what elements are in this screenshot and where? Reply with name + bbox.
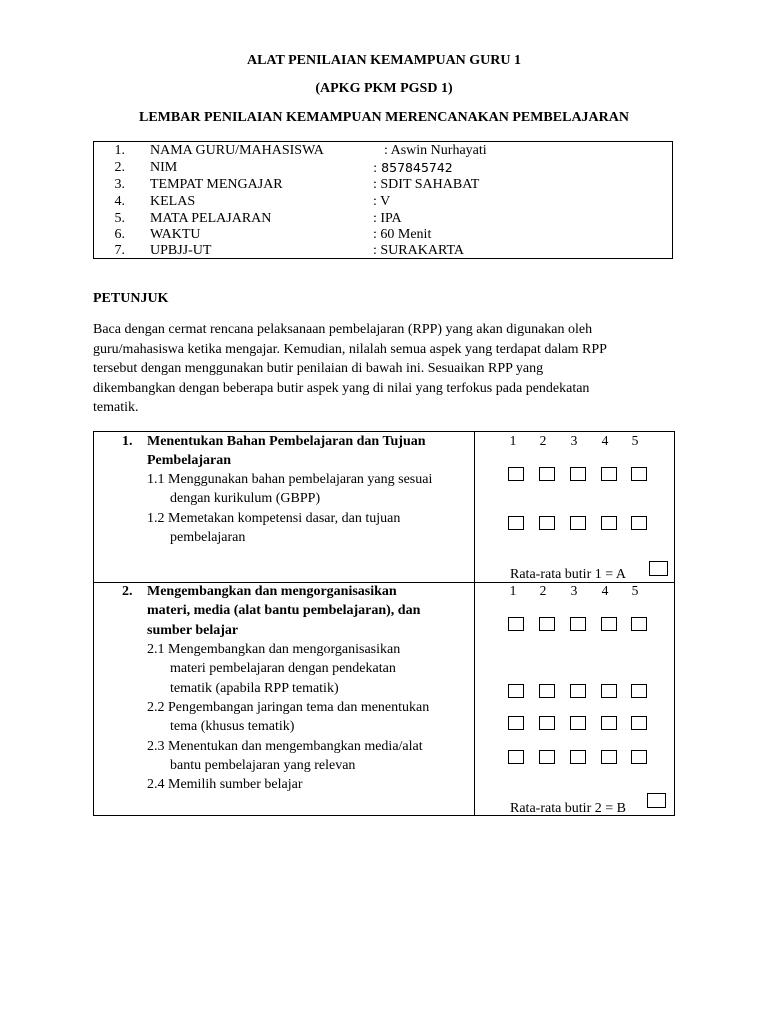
item-2-3-score-1-checkbox[interactable] [508, 716, 524, 730]
item-1-1-score-5-checkbox[interactable] [631, 467, 647, 481]
item-2-2-label: tema (khusus tematik) [170, 719, 295, 734]
item-2-3-label: 2.3 Menentukan dan mengembangkan media/alat [147, 739, 423, 754]
identity-label-subject: MATA PELAJARAN [150, 211, 272, 226]
column-divider [474, 432, 475, 815]
item-2-3-score-5-checkbox[interactable] [631, 716, 647, 730]
item-2-4-score-5-checkbox[interactable] [631, 750, 647, 764]
identity-num: 5. [114, 211, 125, 226]
item-1-1-label: 1.1 Menggunakan bahan pembelajaran yang sesuai [147, 472, 433, 487]
item-2-3-score-2-checkbox[interactable] [539, 716, 555, 730]
item-2-4-score-1-checkbox[interactable] [508, 750, 524, 764]
item-2-3-score-4-checkbox[interactable] [601, 716, 617, 730]
identity-label-time: WAKTU [150, 227, 201, 242]
section1-average-label: Rata-rata butir 1 = A [510, 567, 626, 582]
item-2-2-score-2-checkbox[interactable] [539, 684, 555, 698]
item-1-1-score-3-checkbox[interactable] [570, 467, 586, 481]
identity-row-time [94, 226, 674, 243]
item-2-1-label: 2.1 Mengembangkan dan mengorganisasikan [147, 642, 401, 657]
item-1-2-score-1-checkbox[interactable] [508, 516, 524, 530]
scale-label-4: 4 [601, 583, 609, 598]
item-2-1-score-3-checkbox[interactable] [570, 617, 586, 631]
section1-title: Menentukan Bahan Pembelajaran dan Tujuan [147, 434, 426, 449]
identity-num: 6. [114, 227, 125, 242]
identity-row-school [94, 176, 674, 193]
section1-number: 1. [122, 434, 133, 449]
instructions-line: tersebut dengan menggunakan butir penilaian di bawah ini. Sesuaikan RPP yang [93, 361, 544, 377]
sheet-title: LEMBAR PENILAIAN KEMAMPUAN MERENCANAKAN PEMBELAJARAN [139, 110, 629, 125]
instructions-line: tematik. [93, 400, 139, 416]
item-1-2-label: 1.2 Memetakan kompetensi dasar, dan tujuan [147, 511, 401, 526]
identity-row-upbjj [94, 242, 674, 259]
scale-label-2: 2 [539, 583, 547, 598]
identity-value-school: : SDIT SAHABAT [373, 177, 480, 192]
item-2-2-score-1-checkbox[interactable] [508, 684, 524, 698]
identity-value-subject: : IPA [373, 211, 402, 226]
scale-label-1: 1 [509, 433, 517, 448]
identity-num: 3. [114, 177, 125, 192]
identity-row-class [94, 193, 674, 210]
identity-label-school: TEMPAT MENGAJAR [150, 177, 283, 192]
identity-label-name: NAMA GURU/MAHASISWA [150, 143, 324, 158]
identity-num: 2. [114, 160, 125, 175]
scale-label-3: 3 [570, 433, 578, 448]
item-1-2-score-4-checkbox[interactable] [601, 516, 617, 530]
identity-row-subject [94, 210, 674, 227]
section2-title: sumber belajar [147, 623, 239, 638]
item-2-2-score-3-checkbox[interactable] [570, 684, 586, 698]
identity-row-name [94, 142, 674, 159]
identity-value-nim: : 857845742 [373, 160, 453, 175]
item-2-3-label: bantu pembelajaran yang relevan [170, 758, 356, 773]
section2-average-box[interactable] [647, 793, 666, 808]
item-1-1-label: dengan kurikulum (GBPP) [170, 491, 321, 506]
item-1-1-score-4-checkbox[interactable] [601, 467, 617, 481]
section2-title: Mengembangkan dan mengorganisasikan [147, 584, 397, 599]
section2-title: materi, media (alat bantu pembelajaran), dan [147, 603, 421, 618]
section2-average-label: Rata-rata butir 2 = B [510, 801, 626, 816]
instructions-paragraph [93, 320, 683, 418]
section1-average-box[interactable] [649, 561, 668, 576]
identity-value-time: : 60 Menit [373, 227, 432, 242]
instructions-heading: PETUNJUK [93, 291, 169, 306]
identity-row-nim [94, 159, 674, 176]
identity-num: 7. [114, 243, 125, 258]
identity-num: 1. [114, 143, 125, 158]
scale-label-5: 5 [631, 583, 639, 598]
identity-num: 4. [114, 194, 125, 209]
identity-value-upbjj: : SURAKARTA [373, 243, 464, 258]
scale-label-1: 1 [509, 583, 517, 598]
form-title: ALAT PENILAIAN KEMAMPUAN GURU 1 [246, 53, 522, 68]
scale-label-3: 3 [570, 583, 578, 598]
item-2-4-score-2-checkbox[interactable] [539, 750, 555, 764]
item-2-2-score-4-checkbox[interactable] [601, 684, 617, 698]
identity-label-nim: NIM [150, 160, 178, 175]
item-2-1-label: tematik (apabila RPP tematik) [170, 681, 339, 696]
item-2-1-score-5-checkbox[interactable] [631, 617, 647, 631]
instructions-line: dikembangkan dengan beberapa butir aspek yang di nilai yang terfokus pada pendekatan [93, 380, 590, 396]
item-1-2-score-3-checkbox[interactable] [570, 516, 586, 530]
identity-value-class: : V [373, 194, 391, 209]
item-1-1-score-1-checkbox[interactable] [508, 467, 524, 481]
item-2-1-score-4-checkbox[interactable] [601, 617, 617, 631]
section1-title: Pembelajaran [147, 453, 231, 468]
section2-number: 2. [122, 584, 133, 599]
item-1-2-score-2-checkbox[interactable] [539, 516, 555, 530]
scale-label-5: 5 [631, 433, 639, 448]
item-2-1-label: materi pembelajaran dengan pendekatan [170, 661, 396, 676]
item-2-4-score-3-checkbox[interactable] [570, 750, 586, 764]
identity-label-upbjj: UPBJJ-UT [150, 243, 212, 258]
item-2-2-label: 2.2 Pengembangan jaringan tema dan menentukan [147, 700, 430, 715]
form-subtitle: (APKG PKM PGSD 1) [315, 81, 453, 96]
identity-label-class: KELAS [150, 194, 196, 209]
identity-box [93, 141, 673, 259]
item-2-4-label: 2.4 Memilih sumber belajar [147, 777, 303, 792]
instructions-line: Baca dengan cermat rencana pelaksanaan pembelajaran (RPP) yang akan digunakan oleh [93, 322, 593, 337]
assessment-table [93, 431, 675, 816]
item-1-2-score-5-checkbox[interactable] [631, 516, 647, 530]
item-1-2-label: pembelajaran [170, 530, 246, 545]
identity-value-name: : Aswin Nurhayati [384, 143, 487, 158]
instructions-line: guru/mahasiswa ketika mengajar. Kemudian, nilalah semua aspek yang terdapat dalam RPP [93, 341, 607, 357]
item-1-1-score-2-checkbox[interactable] [539, 467, 555, 481]
item-2-3-score-3-checkbox[interactable] [570, 716, 586, 730]
scale-label-2: 2 [539, 433, 547, 448]
item-2-1-score-2-checkbox[interactable] [539, 617, 555, 631]
scale-label-4: 4 [601, 433, 609, 448]
item-2-2-score-5-checkbox[interactable] [631, 684, 647, 698]
item-2-4-score-4-checkbox[interactable] [601, 750, 617, 764]
item-2-1-score-1-checkbox[interactable] [508, 617, 524, 631]
